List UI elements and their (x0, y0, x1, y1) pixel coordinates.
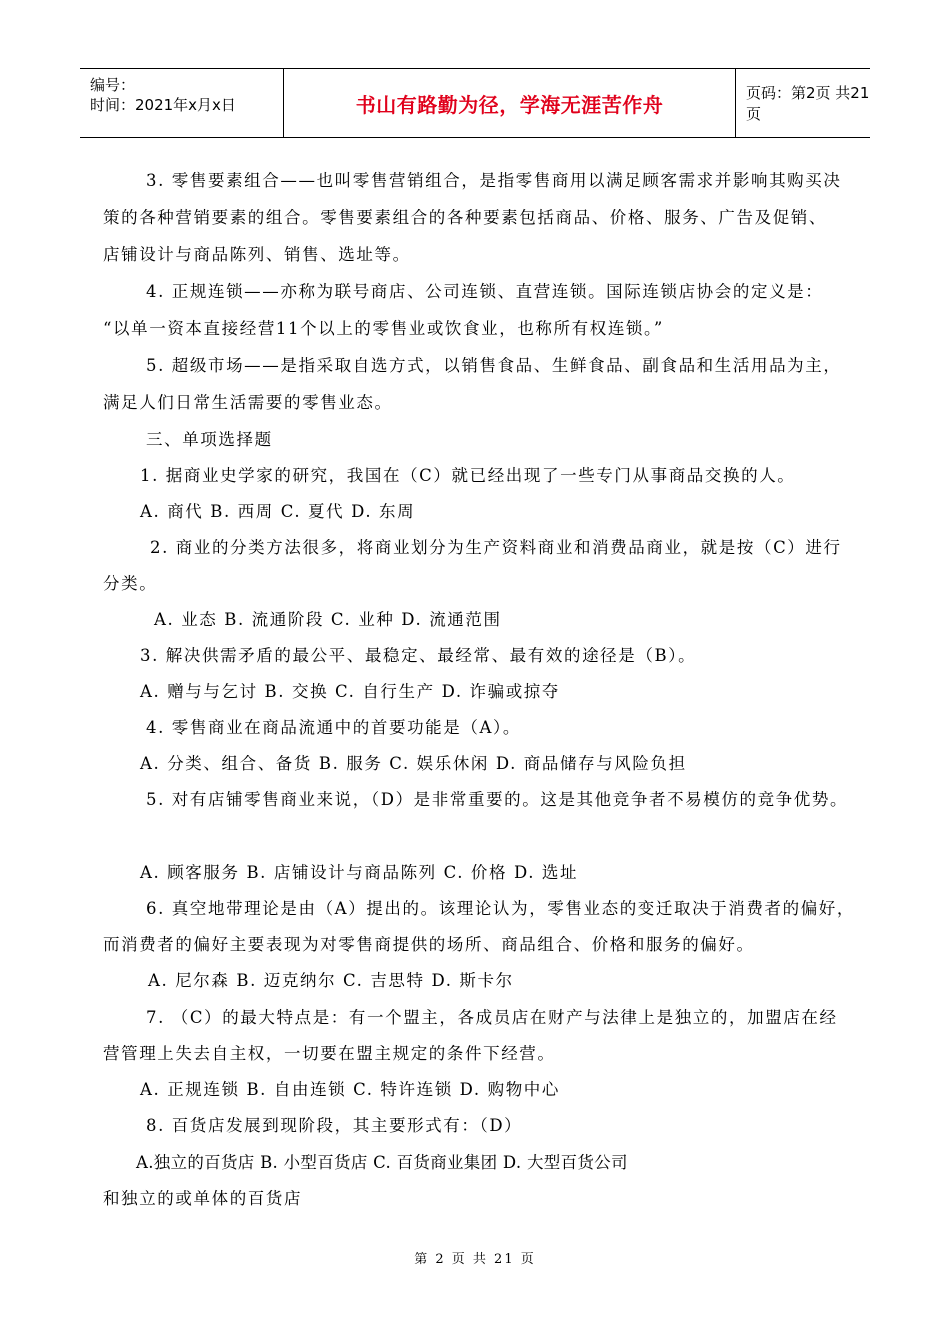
options: A.独立的百货店 B. 小型百货店 C. 百货商业集团 D. 大型百货公司 (136, 1153, 628, 1172)
question: 8. 百货店发展到现阶段，其主要形式有：（D） (146, 1116, 523, 1135)
question: 6. 真空地带理论是由（A）提出的。该理论认为，零售业态的变迁取决于消费者的偏好， (146, 899, 856, 918)
page-header (80, 68, 870, 138)
text-line: 3. 零售要素组合——也叫零售营销组合，是指零售商用以满足顾客需求并影响其购买决 (146, 171, 842, 190)
question: 1. 据商业史学家的研究，我国在（C）就已经出现了一些专门从事商品交换的人。 (140, 466, 796, 485)
text-line: 店铺设计与商品陈列、销售、选址等。 (103, 245, 411, 264)
time-label: 时间：2021年x月x日 (90, 96, 236, 114)
header-meta (80, 69, 283, 137)
question: 5. 对有店铺零售商业来说，（D）是非常重要的。这是其他竞争者不易模仿的竞争优势。 (146, 790, 849, 809)
section-heading: 三、单项选择题 (146, 430, 273, 449)
question: 7. （C）的最大特点是：有一个盟主，各成员店在财产与法律上是独立的，加盟店在经 (146, 1008, 838, 1027)
question: 2. 商业的分类方法很多，将商业划分为生产资料商业和消费品商业，就是按（C）进行 (150, 538, 842, 557)
page-footer: 第 2 页 共 21 页 (414, 1252, 536, 1267)
number-label: 编号： (90, 76, 136, 94)
options: A. 赠与与乞讨 B. 交换 C. 自行生产 D. 诈骗或掠夺 (140, 682, 561, 701)
options: A. 业态 B. 流通阶段 C. 业种 D. 流通范围 (154, 610, 502, 629)
text-line: 策的各种营销要素的组合。零售要素组合的各种要素包括商品、价格、服务、广告及促销、 (103, 208, 827, 227)
motto: 书山有路勤为径，学海无涯苦作舟 (283, 69, 736, 137)
text-line: “以单一资本直接经营11个以上的零售业或饮食业，也称所有权连锁。” (103, 319, 664, 338)
text-line: 4. 正规连锁——亦称为联号商店、公司连锁、直营连锁。国际连锁店协会的定义是： (146, 282, 824, 301)
question: 营管理上失去自主权，一切要在盟主规定的条件下经营。 (103, 1044, 556, 1063)
page-indicator: 页码：第2页 共21页 (746, 84, 870, 123)
options: A. 商代 B. 西周 C. 夏代 D. 东周 (140, 502, 416, 521)
question: 分类。 (103, 574, 158, 593)
text-line: 5. 超级市场——是指采取自选方式，以销售食品、生鲜食品、副食品和生活用品为主， (146, 356, 842, 375)
options: A. 正规连锁 B. 自由连锁 C. 特许连锁 D. 购物中心 (140, 1080, 561, 1099)
options: A. 尼尔森 B. 迈克纳尔 C. 吉思特 D. 斯卡尔 (148, 971, 514, 990)
options: 和独立的或单体的百货店 (103, 1189, 303, 1208)
text-line: 满足人们日常生活需要的零售业态。 (103, 393, 393, 412)
options: A. 顾客服务 B. 店铺设计与商品陈列 C. 价格 D. 选址 (140, 863, 579, 882)
options: A. 分类、组合、备货 B. 服务 C. 娱乐休闲 D. 商品储存与风险负担 (140, 754, 687, 773)
question: 而消费者的偏好主要表现为对零售商提供的场所、商品组合、价格和服务的偏好。 (103, 935, 755, 954)
question: 3. 解决供需矛盾的最公平、最稳定、最经常、最有效的途径是（B）。 (140, 646, 697, 665)
question: 4. 零售商业在商品流通中的首要功能是（A）。 (146, 718, 521, 737)
